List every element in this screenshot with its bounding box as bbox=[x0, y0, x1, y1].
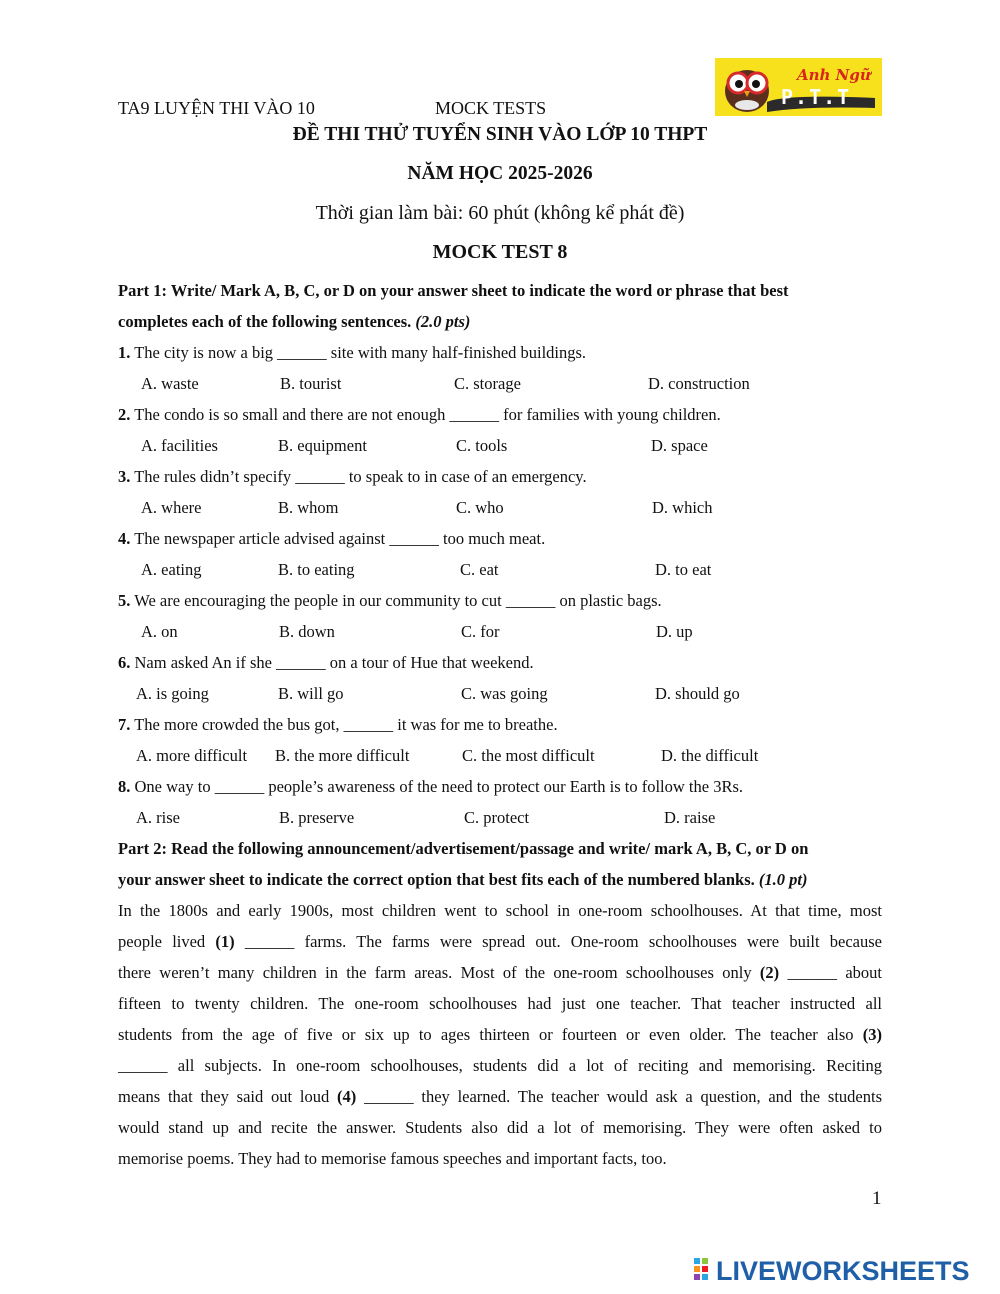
question-number: 5. bbox=[118, 591, 131, 610]
blank-2-marker: (2) bbox=[759, 963, 780, 982]
question-text: The more crowded the bus got, ______ it was for me to breathe. bbox=[134, 715, 558, 734]
passage-line: there weren’t many children in the farm areas. Most of the one-room schoolhouses only (2) ______ about bbox=[118, 963, 883, 982]
question-number: 6. bbox=[118, 653, 131, 672]
passage-line: fifteen to twenty children. The one-room schoolhouses had just one teacher. That teacher instructed all bbox=[118, 994, 882, 1013]
option-c[interactable]: C. the most difficult bbox=[462, 746, 595, 765]
logo-line2: P.T.T bbox=[781, 85, 852, 109]
question-7 bbox=[118, 715, 558, 735]
question-number: 2. bbox=[118, 405, 131, 424]
passage-line: would stand up and recite the answer. Students also did a lot of memorising. They were often asked to bbox=[118, 1118, 882, 1137]
question-text: The newspaper article advised against ______ too much meat. bbox=[134, 529, 546, 548]
question-text: One way to ______ people’s awareness of the need to protect our Earth is to follow the 3Rs. bbox=[134, 777, 744, 796]
option-b[interactable]: B. whom bbox=[278, 498, 339, 517]
question-text: Nam asked An if she ______ on a tour of Hue that weekend. bbox=[134, 653, 534, 672]
passage-line: In the 1800s and early 1900s, most children went to school in one-room schoolhouses. At that time, most bbox=[118, 901, 882, 920]
option-a[interactable]: A. facilities bbox=[141, 436, 218, 455]
option-b[interactable]: B. the more difficult bbox=[275, 746, 410, 765]
question-number: 7. bbox=[118, 715, 131, 734]
option-c[interactable]: C. protect bbox=[464, 808, 530, 827]
question-text: The condo is so small and there are not enough ______ for families with young children. bbox=[134, 405, 721, 424]
part1-instruction: Part 1: Write/ Mark A, B, C, or D on your answer sheet to indicate the word or phrase that best bbox=[118, 281, 789, 300]
blank-1-marker: (1) bbox=[215, 932, 235, 951]
option-a[interactable]: A. eating bbox=[141, 560, 202, 579]
option-c[interactable]: C. for bbox=[461, 622, 500, 641]
option-c[interactable]: C. eat bbox=[460, 560, 499, 579]
question-text: The rules didn’t specify ______ to speak to in case of an emergency. bbox=[134, 467, 587, 486]
question-5 bbox=[118, 591, 662, 611]
part2-instruction: Part 2: Read the following announcement/advertisement/passage and write/ mark A, B, C, or D on bbox=[118, 839, 809, 858]
time-allowed: Thời gian làm bài: 60 phút (không kể phát đề) bbox=[315, 202, 685, 224]
option-d[interactable]: D. should go bbox=[655, 684, 740, 703]
option-d[interactable]: D. up bbox=[656, 622, 693, 641]
part1-points: (2.0 pts) bbox=[415, 312, 471, 331]
option-d[interactable]: D. raise bbox=[664, 808, 716, 827]
header-left: TA9 LUYỆN THI VÀO 10 bbox=[118, 98, 315, 118]
option-b[interactable]: B. down bbox=[279, 622, 335, 641]
brand-name: LIVEWORKSHEETS bbox=[716, 1256, 970, 1286]
option-a[interactable]: A. is going bbox=[136, 684, 209, 703]
question-6 bbox=[118, 653, 534, 673]
exam-title: ĐỀ THI THỬ TUYỂN SINH VÀO LỚP 10 THPT bbox=[292, 124, 708, 145]
option-b[interactable]: B. equipment bbox=[278, 436, 367, 455]
option-b[interactable]: B. will go bbox=[278, 684, 344, 703]
blank-3-marker: (3) bbox=[862, 1025, 883, 1044]
option-c[interactable]: C. storage bbox=[454, 374, 521, 393]
passage-line: means that they said out loud (4) ______ they learned. The teacher would ask a question, and the students bbox=[118, 1087, 883, 1106]
passage-line: people lived (1) ______ farms. The farms were spread out. One-room schoolhouses were built because bbox=[118, 932, 882, 951]
option-c[interactable]: C. who bbox=[456, 498, 504, 517]
option-d[interactable]: D. the difficult bbox=[661, 746, 759, 765]
question-2 bbox=[118, 405, 721, 425]
option-b[interactable]: B. preserve bbox=[279, 808, 355, 827]
question-number: 8. bbox=[118, 777, 131, 796]
school-year: NĂM HỌC 2025-2026 bbox=[407, 163, 593, 184]
blank-4-marker: (4) bbox=[337, 1087, 357, 1106]
question-number: 4. bbox=[118, 529, 131, 548]
page-number: 1 bbox=[872, 1188, 882, 1209]
option-a[interactable]: A. waste bbox=[141, 374, 199, 393]
option-a[interactable]: A. more difficult bbox=[136, 746, 248, 765]
option-a[interactable]: A. where bbox=[141, 498, 202, 517]
question-text: The city is now a big ______ site with many half-finished buildings. bbox=[134, 343, 587, 362]
option-c[interactable]: C. was going bbox=[461, 684, 548, 703]
question-8 bbox=[118, 777, 743, 797]
option-d[interactable]: D. which bbox=[652, 498, 713, 517]
question-4 bbox=[118, 529, 545, 549]
option-c[interactable]: C. tools bbox=[456, 436, 508, 455]
header-center: MOCK TESTS bbox=[435, 98, 547, 118]
part2-instruction-cont: your answer sheet to indicate the correct option that best fits each of the numbered blanks. (1.0 pt) bbox=[118, 870, 808, 889]
question-number: 3. bbox=[118, 467, 131, 486]
option-a[interactable]: A. rise bbox=[136, 808, 180, 827]
option-d[interactable]: D. construction bbox=[648, 374, 750, 393]
passage-line: ______ all subjects. In one-room schoolhouses, students did a lot of reciting and memorising. Reciting bbox=[118, 1056, 882, 1075]
question-text: We are encouraging the people in our community to cut ______ on plastic bags. bbox=[134, 591, 662, 610]
part1-instruction-cont: completes each of the following sentences. (2.0 pts) bbox=[118, 312, 471, 331]
option-b[interactable]: B. to eating bbox=[278, 560, 355, 579]
question-number: 1. bbox=[118, 343, 131, 362]
liveworksheets-grid-icon bbox=[694, 1258, 716, 1284]
mock-test-number: MOCK TEST 8 bbox=[432, 241, 568, 263]
passage-line: students from the age of five or six up to ages thirteen or fourteen or even older. The teacher also (3) bbox=[118, 1025, 883, 1044]
logo-line1: Anh Ngữ bbox=[797, 66, 871, 84]
option-d[interactable]: D. to eat bbox=[655, 560, 712, 579]
option-b[interactable]: B. tourist bbox=[280, 374, 342, 393]
question-3 bbox=[118, 467, 587, 487]
question-1 bbox=[118, 343, 586, 363]
option-a[interactable]: A. on bbox=[141, 622, 178, 641]
passage-line: memorise poems. They had to memorise famous speeches and important facts, too. bbox=[118, 1149, 667, 1168]
anh-ngu-ptt-logo bbox=[715, 58, 882, 116]
part2-points: (1.0 pt) bbox=[758, 870, 808, 889]
option-d[interactable]: D. space bbox=[651, 436, 708, 455]
